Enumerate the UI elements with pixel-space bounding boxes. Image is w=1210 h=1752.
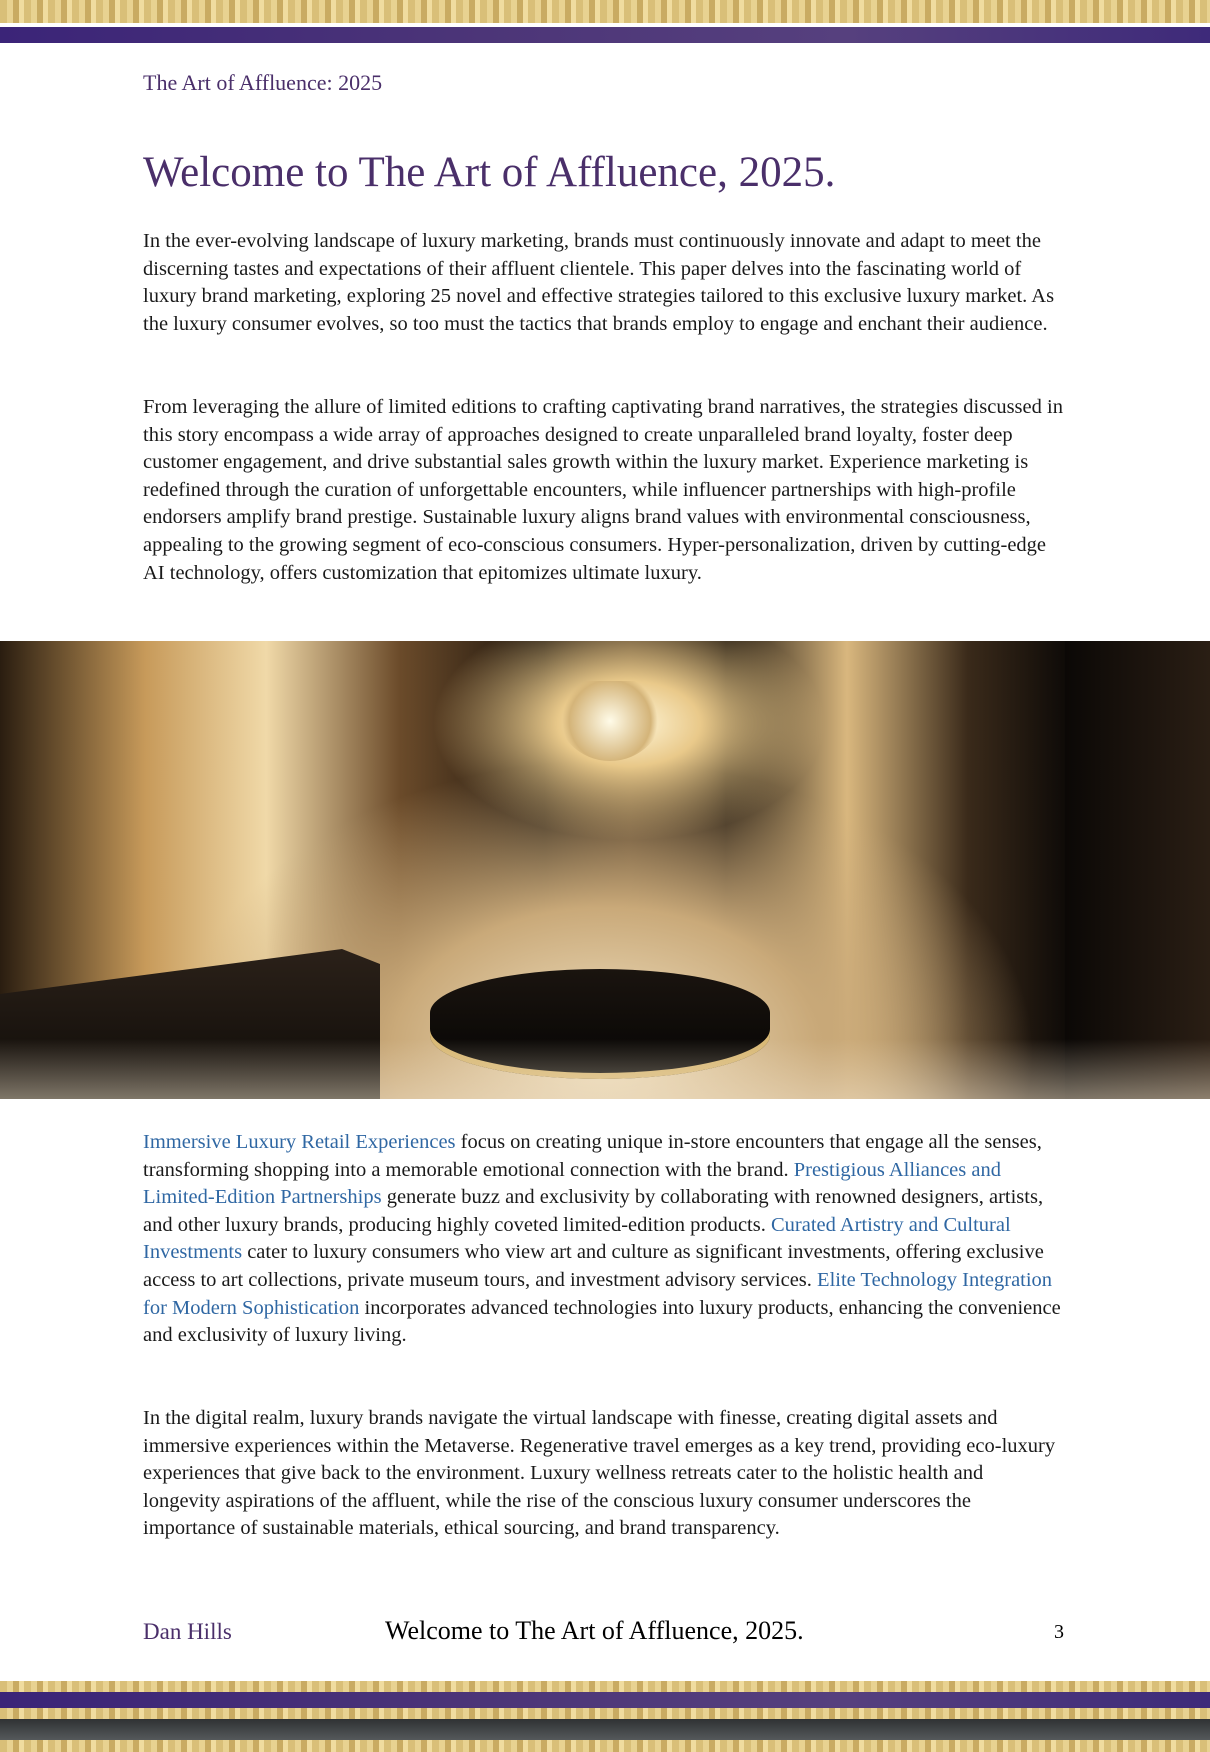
text-segment: focus on creating unique in-store encounters that engage all the senses, transforming shopping into a memorable emotional connection with the brand. — [143, 1131, 1042, 1181]
floor — [0, 1039, 1210, 1099]
bottom-purple-band — [0, 1692, 1210, 1708]
top-purple-band — [0, 27, 1210, 43]
bottom-gray-band — [0, 1719, 1210, 1740]
text-segment: incorporates advanced technologies into luxury products, enhancing the convenience and exclusivity of luxury living. — [143, 1296, 1061, 1347]
text-segment: generate buzz and exclusivity by collaborating with renowned designers, artists, and other luxury brands, producing highly coveted limited-edition products. — [143, 1186, 1044, 1236]
footer-author: Dan Hills — [143, 1619, 232, 1644]
page-number: 3 — [1054, 1621, 1064, 1643]
running-header: The Art of Affluence: 2025 — [143, 70, 383, 95]
top-gold-band — [0, 0, 1210, 23]
highlight-curated-artistry: Curated Artistry and Cultural Investments — [143, 1213, 1011, 1264]
highlight-immersive-retail: Immersive Luxury Retail Experiences — [143, 1131, 456, 1153]
text-segment: cater to luxury consumers who view art and culture as significant investments, offering exclusive access to art collections, private museum tours, and investment advisory services. — [143, 1241, 1044, 1291]
chandelier — [555, 681, 665, 761]
highlights-paragraph — [143, 1129, 1063, 1350]
strategies-paragraph: From leveraging the allure of limited editions to crafting captivating brand narratives, the strategies discussed in this story encompass a wide array of approaches designed to create unparalleled brand loyalty, foster deep customer engagement, and drive substantial sales growth within the luxury market. Experience marketing is redefined through the curation of unforgettable encounters, while influencer partnerships with high-profile endorsers amplify brand prestige. Sustainable luxury aligns brand values with environmental consciousness, appealing to the growing segment of eco-conscious consumers. Hyper-personalization, driven by cutting-edge AI technology, offers customization that epitomizes ultimate luxury. — [143, 396, 1063, 584]
highlight-elite-technology: Elite Technology Integration for Modern Sophistication — [143, 1268, 1053, 1319]
page-title: Welcome to The Art of Affluence, 2025. — [143, 149, 836, 196]
luxury-store-image — [0, 641, 1210, 1099]
digital-realm-paragraph: In the digital realm, luxury brands navigate the virtual landscape with finesse, creating digital assets and immersive experiences within the Metaverse. Regenerative travel emerges as a key trend, providing eco-luxury experiences that give back to the environment. Luxury wellness retreats cater to the holistic health and longevity aspirations of the affluent, while the rise of the conscious luxury consumer underscores the importance of sustainable materials, ethical sourcing, and brand transparency. — [143, 1407, 1056, 1540]
footer-title: Welcome to The Art of Affluence, 2025. — [385, 1616, 804, 1645]
handbag-shelves — [1065, 641, 1210, 1099]
intro-paragraph: In the ever-evolving landscape of luxury marketing, brands must continuously innovate and adapt to meet the discerning tastes and expectations of their affluent clientele. This paper delves into the fascinating world of luxury brand marketing, exploring 25 novel and effective strategies tailored to this exclusive luxury market. As the luxury consumer evolves, so too must the tactics that brands employ to engage and enchant their audience. — [143, 230, 1055, 335]
highlight-prestigious-alliances: Prestigious Alliances and Limited-Edition Partnerships — [143, 1158, 1001, 1209]
